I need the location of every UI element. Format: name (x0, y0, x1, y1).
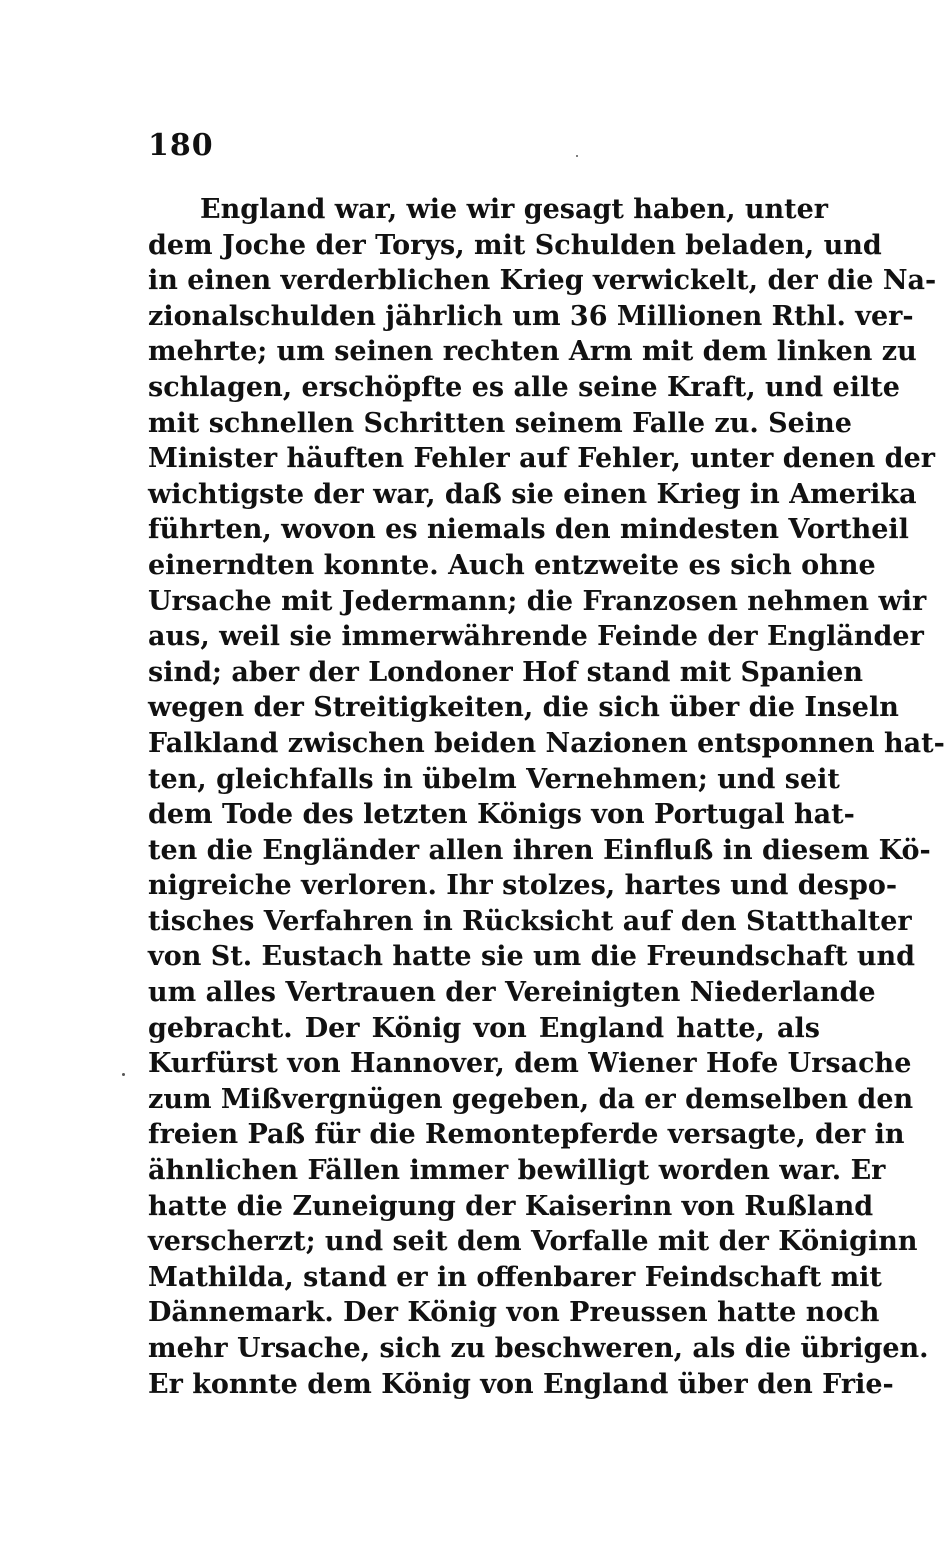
text-line: hatte die Zuneigung der Kaiserinn von Rußland (148, 1190, 874, 1222)
text-line: nigreiche verloren. Ihr stolzes, hartes und despo- (148, 870, 898, 902)
text-line: ten die Engländer allen ihren Einfluß in diesem Kö- (148, 834, 931, 866)
text-line: verscherzt; und seit dem Vorfalle mit der Königinn (148, 1226, 918, 1258)
text-line: Mathilda, stand er in offenbarer Feindschaft mit (148, 1261, 882, 1293)
text-line: um alles Vertrauen der Vereinigten Niederlande (148, 977, 876, 1009)
text-line: zum Mißvergnügen gegeben, da er demselben den (148, 1083, 914, 1115)
text-line: aus, weil sie immerwährende Feinde der Engländer (148, 621, 924, 653)
body-text (148, 192, 945, 1402)
paper-speck (576, 155, 578, 157)
text-line: in einen verderblichen Krieg verwickelt, der die Na- (148, 265, 937, 297)
page-number: 180 (148, 128, 214, 163)
text-line: mehr Ursache, sich zu beschweren, als die übrigen. (148, 1333, 929, 1364)
text-line: ten, gleichfalls in übelm Vernehmen; und seit (148, 763, 840, 795)
text-line: einerndten konnte. Auch entzweite es sich ohne (148, 549, 876, 581)
text-line: zionalschulden jährlich um 36 Millionen Rthl. ver- (148, 300, 914, 332)
text-line: freien Paß für die Remontepferde versagte, der in (148, 1119, 905, 1151)
text-line: schlagen, erschöpfte es alle seine Kraft, und eilte (148, 371, 900, 403)
text-line: mehrte; um seinen rechten Arm mit dem linken zu (148, 336, 917, 368)
text-line: ähnlichen Fällen immer bewilligt worden war. Er (148, 1155, 886, 1187)
text-line: wichtigste der war, daß sie einen Krieg in Amerika (148, 478, 917, 510)
text-line: Dännemark. Der König von Preussen hatte noch (148, 1297, 880, 1329)
text-line: von St. Eustach hatte sie um die Freundschaft und (148, 941, 915, 973)
text-line: Kurfürst von Hannover, dem Wiener Hofe Ursache (148, 1048, 912, 1080)
paper-speck (122, 1073, 125, 1076)
text-line: Falkland zwischen beiden Nazionen entsponnen hat- (148, 727, 945, 759)
text-line: Ursache mit Jedermann; die Franzosen nehmen wir (148, 585, 927, 617)
text-line: wegen der Streitigkeiten, die sich über die Inseln (148, 692, 899, 724)
text-line: mit schnellen Schritten seinem Falle zu. Seine (148, 407, 852, 439)
text-line: führten, wovon es niemals den mindesten Vortheil (148, 514, 909, 546)
text-line: sind; aber der Londoner Hof stand mit Spanien (148, 656, 864, 688)
text-line: tisches Verfahren in Rücksicht auf den Statthalter (148, 905, 912, 937)
text-line: dem Joche der Torys, mit Schulden beladen, und (148, 229, 882, 261)
text-line: England war, wie wir gesagt haben, unter (200, 194, 829, 225)
text-line: dem Tode des letzten Königs von Portugal hat- (148, 799, 855, 831)
text-line: Er konnte dem König von England über den Frie- (148, 1368, 894, 1400)
text-line: Minister häuften Fehler auf Fehler, unter denen der (148, 443, 935, 475)
text-line: gebracht. Der König von England hatte, als (148, 1012, 820, 1044)
